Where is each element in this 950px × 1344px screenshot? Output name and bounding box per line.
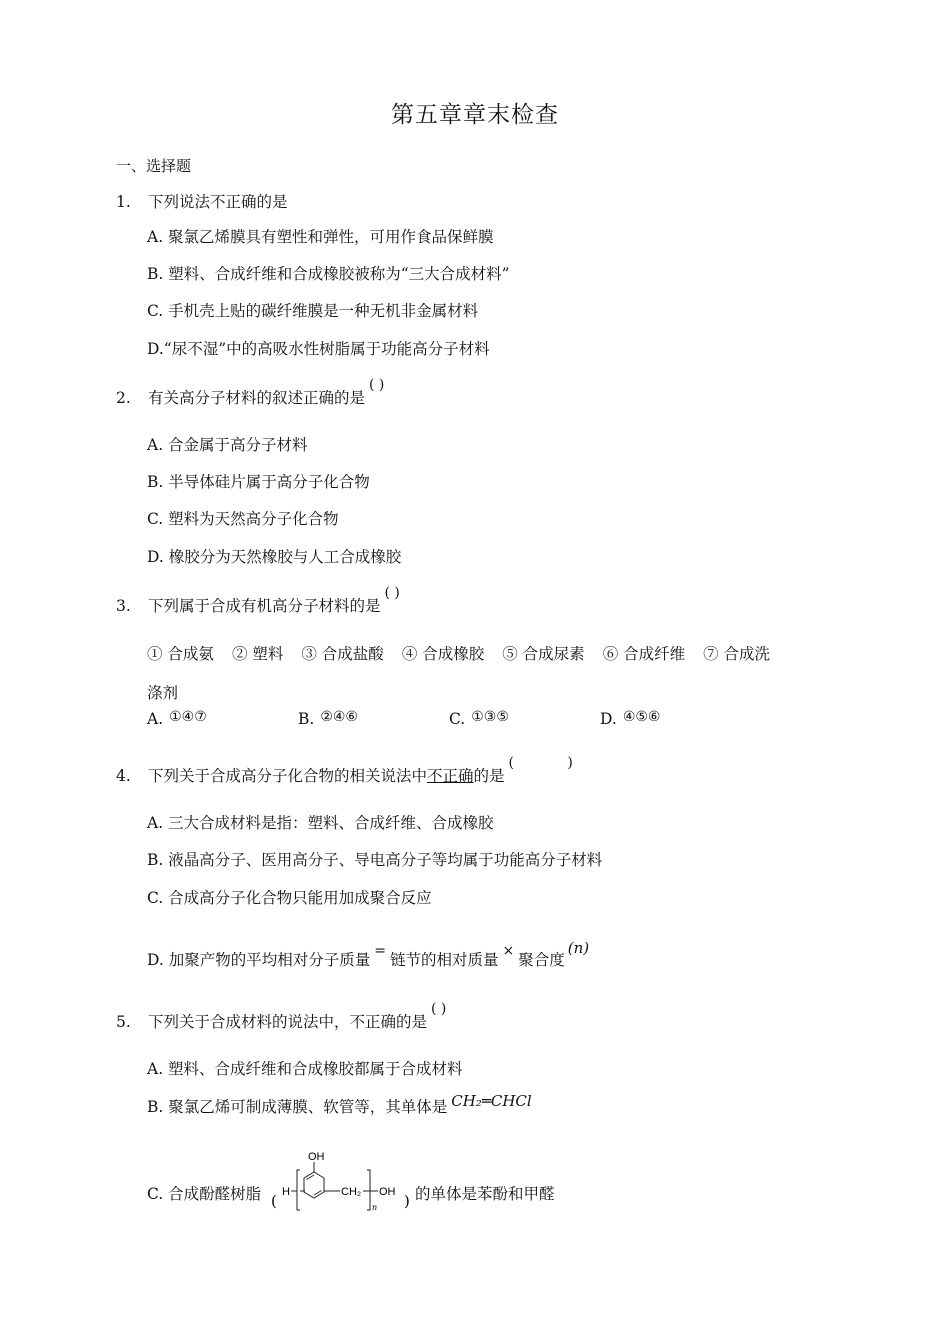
answer-paren: ( ) [508, 755, 573, 771]
question-stem: 下列属于合成有机高分子材料的是 [148, 597, 381, 615]
left-bracket [297, 1170, 300, 1210]
hydroxyl-end: OH [379, 1186, 396, 1198]
open-paren: ( [271, 1192, 277, 1210]
page-title: 第五章章末检查 [391, 102, 559, 128]
q3-item: ① 合成氨 [147, 645, 214, 663]
q3-choice-d: D. ④⑤⑥ [600, 709, 661, 728]
q2-option-c: C. 塑料为天然高分子化合物 [147, 510, 339, 528]
times-sign: × [502, 943, 515, 959]
q3-item: ③ 合成盐酸 [301, 645, 384, 663]
q4-option-a: A. 三大合成材料是指：塑料、合成纤维、合成橡胶 [147, 814, 494, 832]
q3-items [147, 642, 847, 664]
q2-option-b: B. 半导体硅片属于高分子化合物 [147, 473, 370, 491]
q4-option-b: B. 液晶高分子、医用高分子、导电高分子等均属于功能高分子材料 [147, 851, 603, 869]
question-stem: 下列关于合成材料的说法中，不正确的是 [148, 1013, 428, 1031]
answer-paren: ( ) [384, 585, 400, 601]
h-atom: H [282, 1186, 290, 1198]
benzene-ring [304, 1172, 324, 1198]
question-number: 3. [116, 597, 131, 615]
q5-option-b [147, 1092, 532, 1117]
question-1 [116, 190, 288, 212]
q4-option-d [147, 939, 590, 970]
question-number: 1. [116, 193, 131, 211]
right-bracket [367, 1170, 370, 1210]
q5-option-c-label: C. 合成酚醛树脂 [147, 1185, 262, 1203]
underlined-keyword: 不正确 [427, 767, 474, 785]
question-number: 5. [116, 1013, 131, 1031]
q4-option-d-text: 链节的相对质量 [389, 951, 499, 969]
q3-item: ② 塑料 [231, 645, 284, 663]
phenol-formaldehyde-structure [270, 1148, 415, 1218]
question-4 [116, 755, 573, 786]
equals-sign: = [374, 943, 386, 959]
chemical-formula: CH₂═CHCl [451, 1092, 532, 1110]
q3-items-wrap: 涤剂 [147, 684, 179, 702]
question-stem: 下列关于合成高分子化合物的相关说法中 [148, 767, 428, 785]
question-stem: 有关高分子材料的叙述正确的是 [148, 389, 366, 407]
close-paren: ) [404, 1192, 410, 1210]
question-number: 2. [116, 389, 131, 407]
q3-item: ⑤ 合成尿素 [502, 645, 585, 663]
q1-option-d: D.“尿不湿”中的高吸水性树脂属于功能高分子材料 [147, 340, 490, 358]
q4-option-c: C. 合成高分子化合物只能用加成聚合反应 [147, 889, 432, 907]
question-stem: 下列说法不正确的是 [148, 193, 288, 211]
math-n: (n) [567, 939, 590, 957]
question-number: 4. [116, 767, 131, 785]
q3-item: ④ 合成橡胶 [401, 645, 485, 663]
q4-option-d-text: D. 加聚产物的平均相对分子质量 [147, 951, 371, 969]
q3-item: ⑦ 合成洗 [703, 645, 771, 663]
q3-item: ⑥ 合成纤维 [602, 645, 686, 663]
q2-option-a: A. 合金属于高分子材料 [147, 436, 308, 454]
q5-option-b-text: B. 聚氯乙烯可制成薄膜、软管等，其单体是 [147, 1098, 448, 1116]
q3-choice-a: A. ①④⑦ [147, 709, 207, 728]
q5-option-c-text: 的单体是苯酚和甲醛 [415, 1185, 555, 1203]
question-2 [116, 377, 385, 408]
question-3 [116, 585, 400, 616]
methylene-group: CH₂ [341, 1186, 362, 1198]
q5-option-a: A. 塑料、合成纤维和合成橡胶都属于合成材料 [147, 1060, 463, 1078]
q1-option-c: C. 手机壳上贴的碳纤维膜是一种无机非金属材料 [147, 302, 479, 320]
q3-choices [147, 710, 751, 728]
question-stem-end: 的是 [473, 767, 505, 785]
q1-option-b: B. 塑料、合成纤维和合成橡胶被称为“三大合成材料” [147, 265, 510, 283]
hydroxyl-top: OH [308, 1151, 325, 1163]
q4-option-d-text: 聚合度 [518, 951, 565, 969]
answer-paren: ( ) [431, 1001, 447, 1017]
q1-option-a: A. 聚氯乙烯膜具有塑性和弹性，可用作食品保鲜膜 [147, 228, 494, 246]
question-5 [116, 1001, 447, 1032]
q2-option-d: D. 橡胶分为天然橡胶与人工合成橡胶 [147, 548, 402, 566]
q3-choice-b: B. ②④⑥ [298, 709, 358, 728]
answer-paren: ( ) [369, 377, 385, 393]
repeat-n: n [372, 1203, 378, 1212]
section-heading: 一、选择题 [116, 157, 192, 175]
q3-choice-c: C. ①③⑤ [449, 709, 509, 728]
